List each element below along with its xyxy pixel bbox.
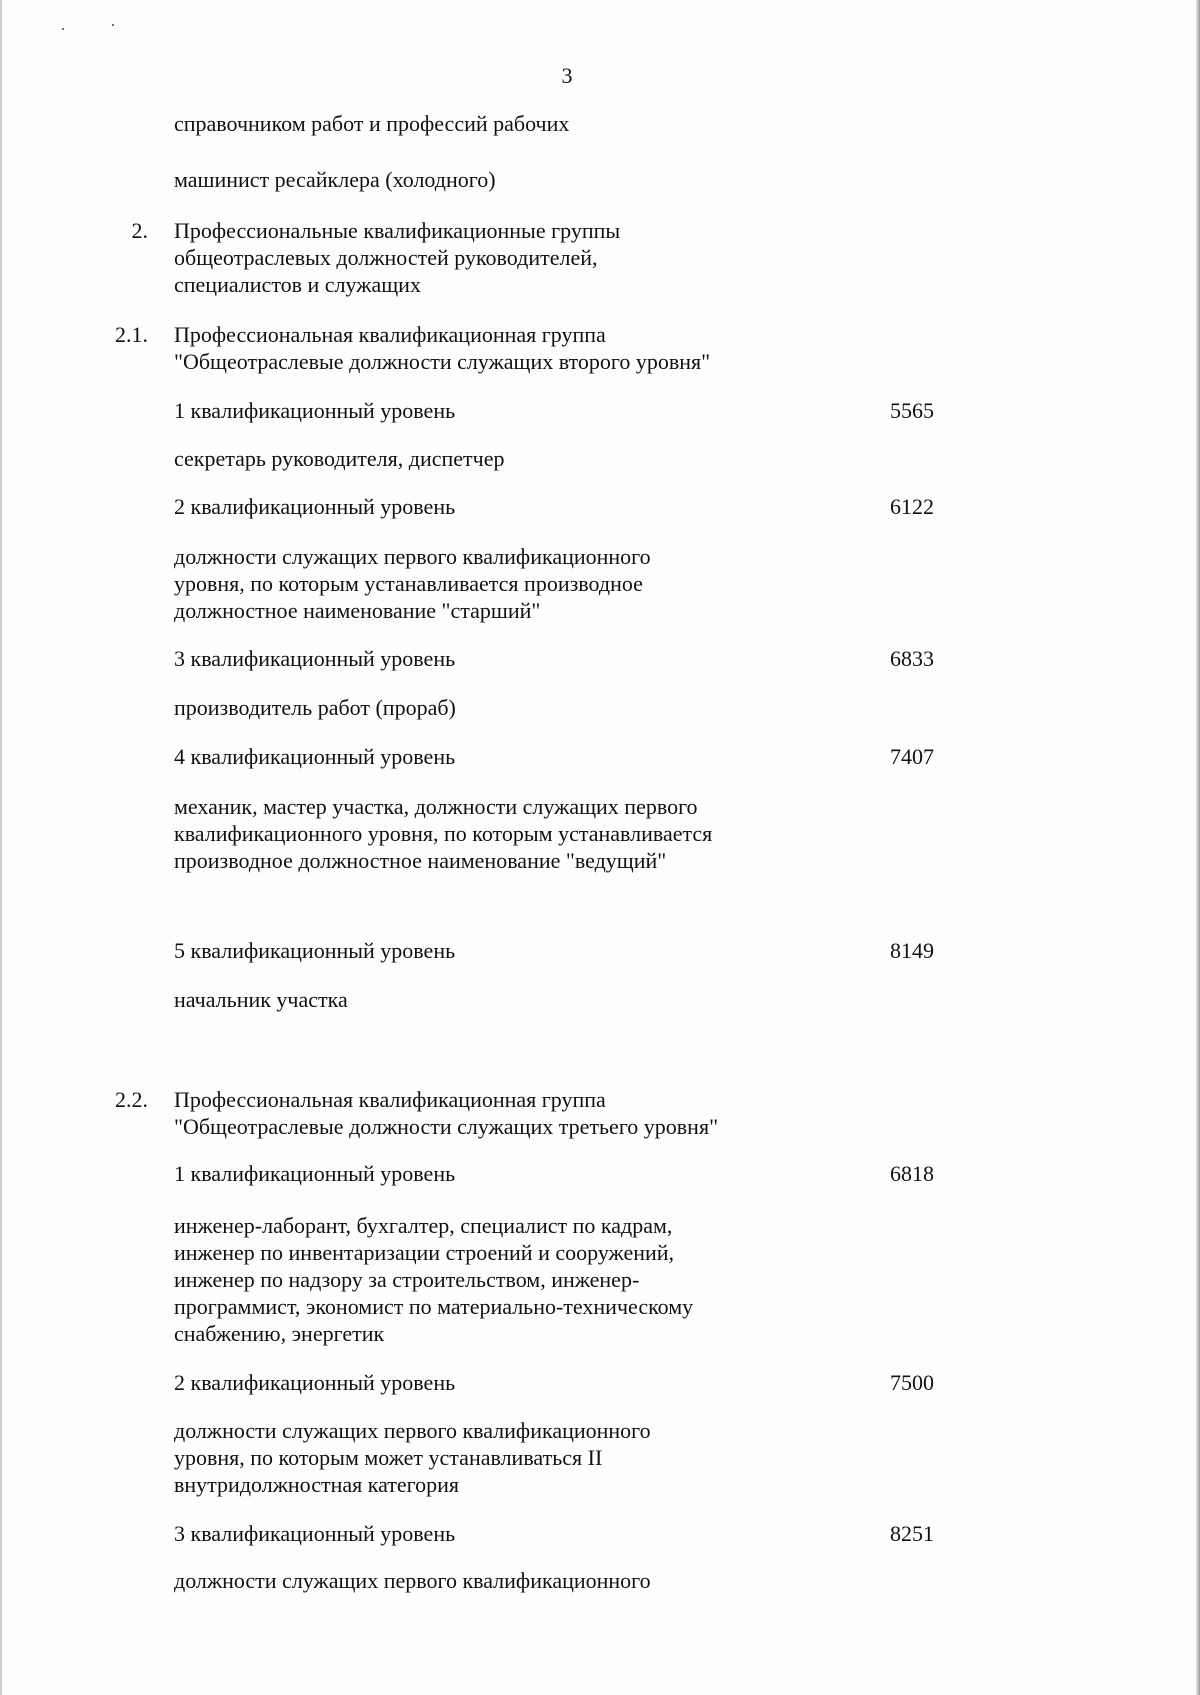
position-description: производное должностное наименование "ведущий" [174, 848, 667, 873]
level-label: 2 квалификационный уровень [174, 494, 456, 519]
position-description: секретарь руководителя, диспетчер [174, 446, 505, 471]
salary-value: 5565 [890, 398, 934, 423]
position-description: инженер по инвентаризации строений и сооружений, [174, 1240, 675, 1265]
section-number: 2.2. [115, 1087, 148, 1112]
section-title-line: Профессиональная квалификационная группа [174, 1087, 606, 1112]
level-label: 1 квалификационный уровень [174, 1161, 456, 1186]
position-description: должностное наименование "старший" [174, 598, 541, 623]
scan-speck [62, 28, 64, 30]
salary-value: 7500 [890, 1370, 934, 1395]
position-description: инженер по надзору за строительством, инженер- [174, 1267, 640, 1292]
scan-edge-left [0, 0, 2, 1695]
level-label: 2 квалификационный уровень [174, 1370, 456, 1395]
section-number: 2.1. [115, 322, 148, 347]
salary-value: 7407 [890, 744, 934, 769]
section-title-line: общеотраслевых должностей руководителей, [174, 245, 598, 270]
position-description: уровня, по которым может устанавливаться II [174, 1445, 603, 1470]
position-description: должности служащих первого квалификационного [174, 1568, 651, 1593]
salary-value: 8251 [890, 1521, 934, 1546]
section-title-line: специалистов и служащих [174, 272, 421, 297]
section-title-line: Профессиональная квалификационная группа [174, 322, 606, 347]
section-number: 2. [131, 218, 148, 243]
level-label: 3 квалификационный уровень [174, 646, 456, 671]
position-description: механик, мастер участка, должности служащих первого [174, 794, 698, 819]
salary-value: 8149 [890, 938, 934, 963]
section-title-line: "Общеотраслевые должности служащих третьего уровня" [174, 1114, 719, 1139]
level-label: 4 квалификационный уровень [174, 744, 456, 769]
position-description: производитель работ (прораб) [174, 695, 456, 720]
position-description: должности служащих первого квалификационного [174, 1418, 651, 1443]
position-description: уровня, по которым устанавливается производное [174, 571, 643, 596]
position-description: должности служащих первого квалификационного [174, 544, 651, 569]
text-line: справочником работ и профессий рабочих [174, 111, 570, 136]
text-line: машинист ресайклера (холодного) [174, 167, 496, 192]
position-description: внутридолжностная категория [174, 1472, 460, 1497]
section-title-line: "Общеотраслевые должности служащих второго уровня" [174, 349, 711, 374]
position-description: инженер-лаборант, бухгалтер, специалист по кадрам, [174, 1213, 673, 1238]
salary-value: 6833 [890, 646, 934, 671]
position-description: квалификационного уровня, по которым устанавливается [174, 821, 713, 846]
salary-value: 6122 [890, 494, 934, 519]
salary-value: 6818 [890, 1161, 934, 1186]
scan-edge-right [1196, 0, 1200, 1695]
level-label: 5 квалификационный уровень [174, 938, 456, 963]
position-description: снабжению, энергетик [174, 1321, 385, 1346]
position-description: программист, экономист по материально-техническому [174, 1294, 694, 1319]
page-number: 3 [561, 63, 573, 88]
scan-speck [112, 24, 114, 26]
level-label: 1 квалификационный уровень [174, 398, 456, 423]
position-description: начальник участка [174, 987, 348, 1012]
level-label: 3 квалификационный уровень [174, 1521, 456, 1546]
section-title-line: Профессиональные квалификационные группы [174, 218, 621, 243]
